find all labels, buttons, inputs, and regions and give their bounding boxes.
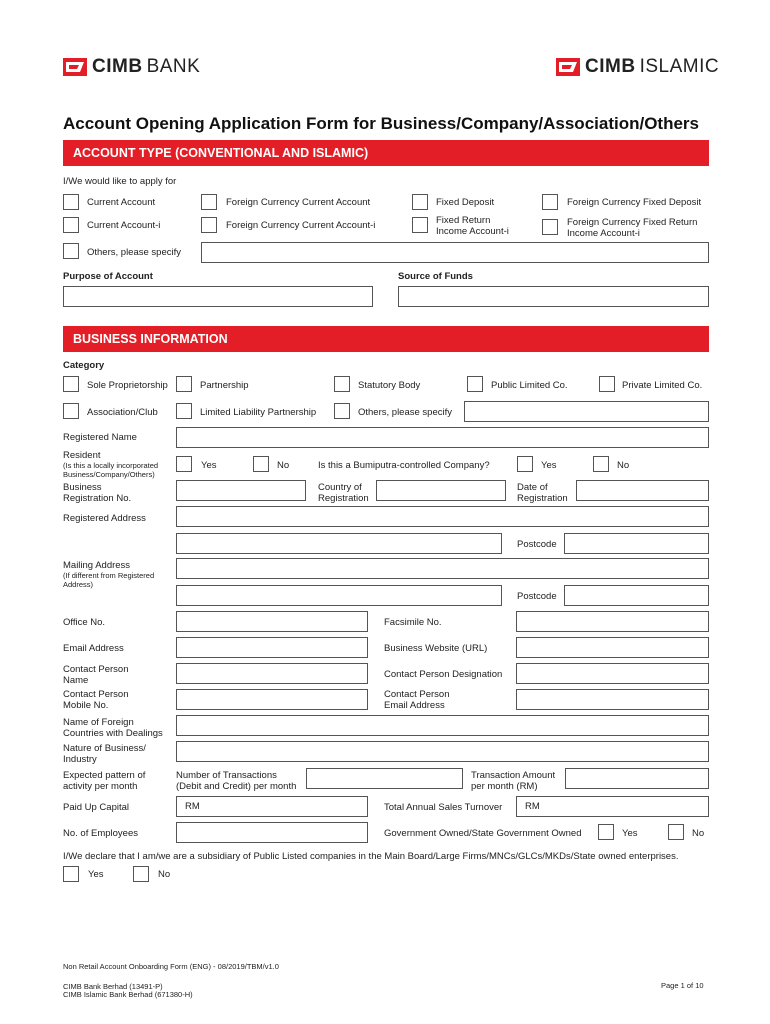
contact-email-input[interactable]: [516, 689, 709, 710]
label-line: Registration: [517, 493, 568, 504]
checkbox-resident-yes[interactable]: [176, 456, 192, 472]
label-bumiputra-yes: Yes: [541, 460, 557, 471]
logo-thin-text: BANK: [146, 56, 201, 77]
label-others-account: Others, please specify: [87, 247, 181, 258]
label-paid-up-capital: Paid Up Capital: [63, 802, 130, 813]
form-title: Account Opening Application Form for Business/Company/Association/Others: [63, 114, 699, 133]
section-header-business-info: BUSINESS INFORMATION: [63, 326, 709, 352]
registered-name-input[interactable]: [176, 427, 709, 448]
label-mailing-address: [63, 560, 154, 589]
business-registration-no-input[interactable]: [176, 480, 306, 501]
registered-address-line2[interactable]: [176, 533, 502, 554]
checkbox-fc-current-account-i[interactable]: [201, 217, 217, 233]
source-of-funds-input[interactable]: [398, 286, 709, 307]
label-gov-owned-yes: Yes: [622, 828, 638, 839]
checkbox-subsidiary-yes[interactable]: [63, 866, 79, 882]
contact-designation-input[interactable]: [516, 663, 709, 684]
label-contact-email: [384, 689, 449, 711]
checkbox-fixed-deposit[interactable]: [412, 194, 428, 210]
label-public-limited: Public Limited Co.: [491, 380, 568, 391]
label-line: Contact Person: [63, 664, 129, 675]
label-line: Mobile No.: [63, 700, 109, 711]
label-resident-no: No: [277, 460, 290, 471]
label-line: Mailing Address: [63, 560, 131, 571]
checkbox-gov-owned-yes[interactable]: [598, 824, 614, 840]
label-line: Registration: [318, 493, 369, 504]
label-line: (Debit and Credit) per month: [176, 781, 297, 792]
label-email: Email Address: [63, 643, 124, 654]
mailing-address-line1[interactable]: [176, 558, 709, 579]
section-header-account-type: ACCOUNT TYPE (CONVENTIONAL AND ISLAMIC): [63, 140, 709, 166]
registered-postcode-input[interactable]: [564, 533, 709, 554]
country-of-registration-input[interactable]: [376, 480, 506, 501]
checkbox-partnership[interactable]: [176, 376, 192, 392]
label-fc-fixed-return-income: [567, 217, 697, 239]
label-line: Name: [63, 675, 89, 686]
contact-person-name-input[interactable]: [176, 663, 368, 684]
label-bumiputra-no: No: [617, 460, 630, 471]
subsidiary-declaration: I/We declare that I am/we are a subsidiary of Public Listed companies in the Main Board/Large Firms/MNCs/GLCs/MKDs/State owned enterprises.: [63, 851, 679, 862]
label-subsidiary-yes: Yes: [88, 869, 104, 880]
label-line: Industry: [63, 754, 97, 765]
label-gov-owned-no: No: [692, 828, 705, 839]
annual-sales-input[interactable]: [516, 796, 709, 817]
label-resident-yes: Yes: [201, 460, 217, 471]
facsimile-input[interactable]: [516, 611, 709, 632]
label-postcode: Postcode: [517, 591, 557, 602]
form-code: Non Retail Account Onboarding Form (ENG) - 08/2019/TBM/v1.0: [63, 962, 279, 971]
label-line: Countries with Dealings: [63, 728, 163, 739]
label-contact-person-name: [63, 664, 128, 686]
checkbox-current-account[interactable]: [63, 194, 79, 210]
label-line: Number of Transactions: [176, 770, 277, 781]
label-registered-address: Registered Address: [63, 513, 146, 524]
label-current-account: Current Account: [87, 197, 156, 208]
label-office-no: Office No.: [63, 617, 106, 628]
no-of-employees-input[interactable]: [176, 822, 368, 843]
label-sole-proprietorship: Sole Proprietorship: [87, 380, 168, 391]
checkbox-others-category[interactable]: [334, 403, 350, 419]
others-account-input[interactable]: [201, 242, 709, 263]
label-fc-fixed-deposit: Foreign Currency Fixed Deposit: [567, 197, 702, 208]
mailing-note-line: Address): [63, 580, 94, 589]
checkbox-resident-no[interactable]: [253, 456, 269, 472]
label-line: Income Account-i: [436, 226, 509, 237]
checkbox-statutory-body[interactable]: [334, 376, 350, 392]
label-annual-sales: Total Annual Sales Turnover: [384, 802, 503, 813]
footer-entity-1: CIMB Bank Berhad (13491-P): [63, 982, 163, 991]
label-registered-name: Registered Name: [63, 432, 137, 443]
label-llp: Limited Liability Partnership: [200, 407, 317, 418]
label-transaction-amount: [471, 770, 555, 792]
label-line: Income Account-i: [567, 228, 640, 239]
label-line: Contact Person: [384, 689, 450, 700]
label-line: Contact Person: [63, 689, 129, 700]
resident-note-line: Business/Company/Others): [63, 470, 155, 479]
checkbox-bumiputra-yes[interactable]: [517, 456, 533, 472]
checkbox-fc-fixed-return-income[interactable]: [542, 219, 558, 235]
label-partnership: Partnership: [200, 380, 249, 391]
label-line: per month (RM): [471, 781, 538, 792]
label-others-category: Others, please specify: [358, 407, 452, 418]
number-of-transactions-input[interactable]: [306, 768, 463, 789]
checkbox-private-limited[interactable]: [599, 376, 615, 392]
label-fixed-deposit: Fixed Deposit: [436, 197, 495, 208]
label-current-account-i: Current Account-i: [87, 220, 161, 231]
checkbox-fc-fixed-deposit[interactable]: [542, 194, 558, 210]
currency-prefix: RM: [525, 801, 540, 812]
website-input[interactable]: [516, 637, 709, 658]
label-category: Category: [63, 360, 105, 371]
label-expected-pattern: [63, 770, 145, 792]
label-purpose-of-account: Purpose of Account: [63, 271, 153, 282]
currency-prefix: RM: [185, 801, 200, 812]
cimb-bank-logo: [63, 57, 200, 77]
label-contact-mobile: [63, 689, 128, 711]
resident-note-line: (Is this a locally incorporated: [63, 461, 159, 470]
label-facsimile: Facsimile No.: [384, 617, 442, 628]
checkbox-sole-proprietorship[interactable]: [63, 376, 79, 392]
checkbox-public-limited[interactable]: [467, 376, 483, 392]
cimb-logo-icon: [556, 58, 580, 76]
label-line: Registration No.: [63, 493, 132, 504]
label-line: Nature of Business/: [63, 743, 146, 754]
contact-mobile-input[interactable]: [176, 689, 368, 710]
label-statutory-body: Statutory Body: [358, 380, 421, 391]
label-fc-current-account: Foreign Currency Current Account: [226, 197, 371, 208]
label-association-club: Association/Club: [87, 407, 158, 418]
label-subsidiary-no: No: [158, 869, 171, 880]
page-number: Page 1 of 10: [661, 981, 704, 990]
label-business-registration-no: [63, 482, 131, 504]
label-date-of-registration: [517, 482, 568, 504]
label-number-of-transactions: [176, 770, 296, 792]
mailing-postcode-input[interactable]: [564, 585, 709, 606]
label-website: Business Website (URL): [384, 643, 488, 654]
label-line: Resident: [63, 450, 101, 461]
label-nature-of-business: [63, 743, 146, 765]
date-of-registration-input[interactable]: [576, 480, 709, 501]
footer-entity-2: CIMB Islamic Bank Berhad (671380-H): [63, 990, 193, 999]
label-country-of-registration: [318, 482, 369, 504]
others-category-input[interactable]: [464, 401, 709, 422]
label-private-limited: Private Limited Co.: [622, 380, 703, 391]
logo-bold-text: CIMB: [585, 56, 636, 77]
foreign-countries-input[interactable]: [176, 715, 709, 736]
checkbox-llp[interactable]: [176, 403, 192, 419]
label-fixed-return-income: [436, 215, 509, 237]
transaction-amount-input[interactable]: [565, 768, 709, 789]
label-fc-current-account-i: Foreign Currency Current Account-i: [226, 220, 376, 231]
label-no-of-employees: No. of Employees: [63, 828, 138, 839]
email-input[interactable]: [176, 637, 368, 658]
mailing-note-line: (If different from Registered: [63, 571, 155, 580]
label-resident: [63, 450, 158, 479]
label-line: activity per month: [63, 781, 138, 792]
checkbox-others-account[interactable]: [63, 243, 79, 259]
cimb-islamic-logo: [556, 57, 719, 77]
label-bumiputra-question: Is this a Bumiputra-controlled Company?: [318, 460, 490, 471]
label-line: Country of: [318, 482, 362, 493]
label-line: Expected pattern of: [63, 770, 146, 781]
label-contact-designation: Contact Person Designation: [384, 669, 503, 680]
cimb-logo-icon: [63, 58, 87, 76]
checkbox-association-club[interactable]: [63, 403, 79, 419]
purpose-of-account-input[interactable]: [63, 286, 373, 307]
label-line: Name of Foreign: [63, 717, 134, 728]
label-government-owned: Government Owned/State Government Owned: [384, 828, 582, 839]
paid-up-capital-input[interactable]: [176, 796, 368, 817]
label-foreign-countries: [63, 717, 163, 739]
logo-thin-text: ISLAMIC: [639, 56, 720, 77]
logo-bold-text: CIMB: [92, 56, 143, 77]
label-line: Fixed Return: [436, 215, 491, 226]
checkbox-bumiputra-no[interactable]: [593, 456, 609, 472]
mailing-address-line2[interactable]: [176, 585, 502, 606]
checkbox-subsidiary-no[interactable]: [133, 866, 149, 882]
registered-address-line1[interactable]: [176, 506, 709, 527]
checkbox-fixed-return-income[interactable]: [412, 217, 428, 233]
label-line: Foreign Currency Fixed Return: [567, 217, 698, 228]
apply-intro: I/We would like to apply for: [63, 176, 177, 187]
office-no-input[interactable]: [176, 611, 368, 632]
nature-of-business-input[interactable]: [176, 741, 709, 762]
checkbox-fc-current-account[interactable]: [201, 194, 217, 210]
label-postcode: Postcode: [517, 539, 557, 550]
checkbox-current-account-i[interactable]: [63, 217, 79, 233]
label-line: Date of: [517, 482, 548, 493]
label-line: Email Address: [384, 700, 445, 711]
label-line: Transaction Amount: [471, 770, 556, 781]
checkbox-gov-owned-no[interactable]: [668, 824, 684, 840]
label-source-of-funds: Source of Funds: [398, 271, 473, 282]
label-line: Business: [63, 482, 102, 493]
